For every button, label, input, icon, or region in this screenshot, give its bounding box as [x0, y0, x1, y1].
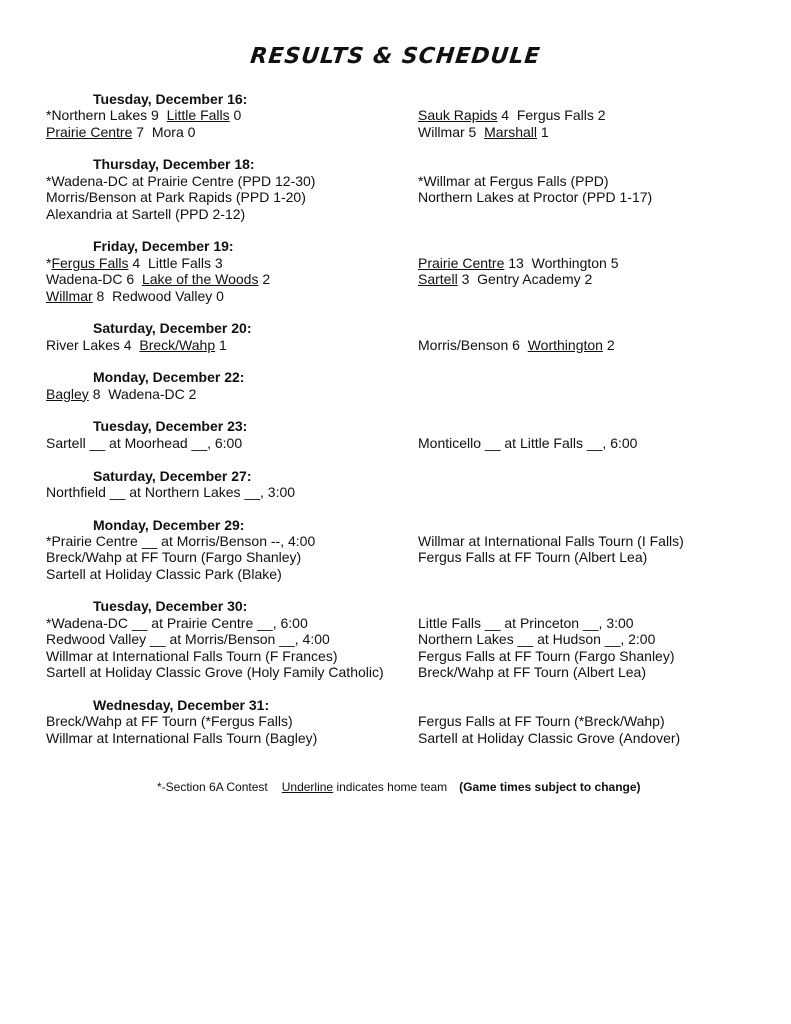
- day-section: [46, 369, 766, 402]
- day-heading: Thursday, December 18:: [93, 156, 255, 173]
- game-text: Sartell at Holiday Classic Grove (Holy Family Catholic): [46, 664, 384, 681]
- home-team: Prairie Centre: [418, 254, 505, 271]
- game-text: Willmar 5: [418, 123, 485, 140]
- game-line: [46, 435, 418, 451]
- home-team: Sauk Rapids: [418, 107, 498, 124]
- game-line: [46, 615, 418, 631]
- page-title: RESULTS & SCHEDULE: [249, 44, 542, 69]
- game-line: [418, 631, 758, 647]
- times-note: (Game times subject to change): [459, 780, 641, 794]
- left-games-column: [46, 337, 418, 353]
- game-line: [418, 648, 758, 664]
- game-line: [46, 271, 418, 287]
- game-line: [418, 533, 758, 549]
- game-text: 3 Gentry Academy 2: [457, 271, 593, 288]
- day-section: [46, 320, 766, 353]
- day-section: [46, 156, 766, 222]
- day-heading: Wednesday, December 31:: [93, 696, 270, 713]
- game-line: [418, 255, 758, 271]
- game-line: [46, 288, 418, 304]
- game-line: [418, 124, 758, 140]
- game-text: Little Falls __ at Princeton __, 3:00: [418, 614, 634, 631]
- game-line: [418, 107, 758, 123]
- day-section: [46, 418, 766, 451]
- game-line: [46, 631, 418, 647]
- game-text: Willmar at International Falls Tourn (F Frances): [46, 647, 338, 664]
- game-text: Northfield __ at Northern Lakes __, 3:00: [46, 483, 296, 500]
- day-section: [46, 598, 766, 680]
- game-line: [46, 124, 418, 140]
- game-line: [418, 664, 758, 680]
- day-section: [46, 91, 766, 140]
- game-text: *Northern Lakes 9: [46, 107, 167, 124]
- left-games-column: [46, 255, 418, 304]
- game-line: [46, 533, 418, 549]
- day-heading: Saturday, December 27:: [93, 467, 252, 484]
- day-heading: Friday, December 19:: [93, 238, 234, 255]
- underline-explanation: indicates home team: [333, 780, 448, 794]
- game-text: *: [46, 254, 52, 271]
- home-team: Fergus Falls: [51, 254, 129, 271]
- game-text: Sartell __ at Moorhead __, 6:00: [46, 434, 243, 451]
- right-games-column: [418, 713, 758, 746]
- game-line: [46, 730, 418, 746]
- home-team: Little Falls: [166, 107, 230, 124]
- home-team: Bagley: [46, 385, 89, 402]
- legend: [157, 780, 641, 794]
- schedule-list: [46, 91, 766, 762]
- game-line: [46, 484, 418, 500]
- game-text: 1: [215, 336, 227, 353]
- game-line: [46, 566, 418, 582]
- day-section: [46, 697, 766, 746]
- home-team: Marshall: [484, 123, 538, 140]
- game-text: 8 Redwood Valley 0: [92, 287, 224, 304]
- game-text: Fergus Falls at FF Tourn (*Breck/Wahp): [418, 713, 665, 730]
- home-team: Lake of the Woods: [141, 271, 259, 288]
- game-text: *Prairie Centre __ at Morris/Benson --, 4:00: [46, 533, 316, 550]
- game-line: [46, 337, 418, 353]
- game-text: *Wadena-DC at Prairie Centre (PPD 12-30): [46, 172, 316, 189]
- left-games-column: [46, 386, 418, 402]
- game-text: Redwood Valley __ at Morris/Benson __, 4:00: [46, 631, 330, 648]
- game-text: 7 Mora 0: [132, 123, 196, 140]
- game-text: Wadena-DC 6: [46, 271, 142, 288]
- game-line: [46, 664, 418, 680]
- left-games-column: [46, 173, 418, 222]
- game-line: [46, 648, 418, 664]
- right-games-column: [418, 386, 758, 402]
- home-team: Worthington: [527, 336, 603, 353]
- home-team: Sartell: [418, 271, 458, 288]
- game-line: [418, 730, 758, 746]
- game-text: Willmar at International Falls Tourn (I Falls): [418, 533, 684, 550]
- left-games-column: [46, 615, 418, 681]
- right-games-column: [418, 255, 758, 304]
- game-text: Morris/Benson at Park Rapids (PPD 1-20): [46, 189, 306, 206]
- game-text: Monticello __ at Little Falls __, 6:00: [418, 434, 638, 451]
- game-text: *Willmar at Fergus Falls (PPD): [418, 172, 609, 189]
- game-line: [46, 549, 418, 565]
- right-games-column: [418, 533, 758, 582]
- day-section: [46, 238, 766, 304]
- game-line: [46, 173, 418, 189]
- right-games-column: [418, 484, 758, 500]
- game-text: Fergus Falls at FF Tourn (Albert Lea): [418, 549, 648, 566]
- left-games-column: [46, 533, 418, 582]
- home-team: Breck/Wahp: [139, 336, 216, 353]
- day-section: [46, 468, 766, 501]
- game-text: Breck/Wahp at FF Tourn (Albert Lea): [418, 664, 646, 681]
- left-games-column: [46, 713, 418, 746]
- game-line: [418, 271, 758, 287]
- day-heading: Tuesday, December 30:: [93, 598, 248, 615]
- home-team: Prairie Centre: [46, 123, 133, 140]
- game-text: Fergus Falls at FF Tourn (Fargo Shanley): [418, 647, 675, 664]
- day-section: [46, 517, 766, 583]
- game-text: 13 Worthington 5: [504, 254, 619, 271]
- left-games-column: [46, 435, 418, 451]
- game-text: 4 Fergus Falls 2: [497, 107, 606, 124]
- game-line: [46, 189, 418, 205]
- right-games-column: [418, 615, 758, 681]
- right-games-column: [418, 435, 758, 451]
- game-text: Sartell at Holiday Classic Grove (Andover): [418, 729, 681, 746]
- game-line: [46, 386, 418, 402]
- game-text: Breck/Wahp at FF Tourn (Fargo Shanley): [46, 549, 302, 566]
- game-text: Morris/Benson 6: [418, 336, 528, 353]
- day-heading: Monday, December 29:: [93, 516, 245, 533]
- game-line: [418, 713, 758, 729]
- game-text: 2: [602, 336, 615, 353]
- day-heading: Monday, December 22:: [93, 369, 245, 386]
- game-text: Sartell at Holiday Classic Park (Blake): [46, 565, 282, 582]
- game-text: 0: [229, 107, 242, 124]
- game-line: [46, 255, 418, 271]
- day-heading: Saturday, December 20:: [93, 320, 252, 337]
- game-line: [418, 435, 758, 451]
- game-text: 1: [537, 123, 549, 140]
- game-line: [418, 549, 758, 565]
- game-text: Willmar at International Falls Tourn (Bagley): [46, 729, 318, 746]
- left-games-column: [46, 484, 418, 500]
- game-text: Alexandria at Sartell (PPD 2-12): [46, 205, 246, 222]
- game-line: [418, 615, 758, 631]
- game-text: Northern Lakes __ at Hudson __, 2:00: [418, 631, 656, 648]
- right-games-column: [418, 107, 758, 140]
- game-text: 2: [258, 271, 271, 288]
- right-games-column: [418, 337, 758, 353]
- game-text: Northern Lakes at Proctor (PPD 1-17): [418, 189, 653, 206]
- section-note: *-Section 6A Contest: [157, 780, 268, 794]
- game-line: [46, 206, 418, 222]
- game-line: [46, 107, 418, 123]
- game-text: River Lakes 4: [46, 336, 140, 353]
- day-heading: Tuesday, December 16:: [93, 91, 248, 107]
- right-games-column: [418, 173, 758, 222]
- game-text: 8 Wadena-DC 2: [88, 385, 197, 402]
- game-text: Breck/Wahp at FF Tourn (*Fergus Falls): [46, 713, 293, 730]
- game-line: [46, 713, 418, 729]
- game-line: [418, 173, 758, 189]
- underline-label: Underline: [281, 780, 334, 794]
- game-line: [418, 189, 758, 205]
- home-team: Willmar: [46, 287, 93, 304]
- game-text: *Wadena-DC __ at Prairie Centre __, 6:00: [46, 614, 308, 631]
- game-line: [418, 337, 758, 353]
- day-heading: Tuesday, December 23:: [93, 418, 248, 435]
- game-text: 4 Little Falls 3: [128, 254, 223, 271]
- left-games-column: [46, 107, 418, 140]
